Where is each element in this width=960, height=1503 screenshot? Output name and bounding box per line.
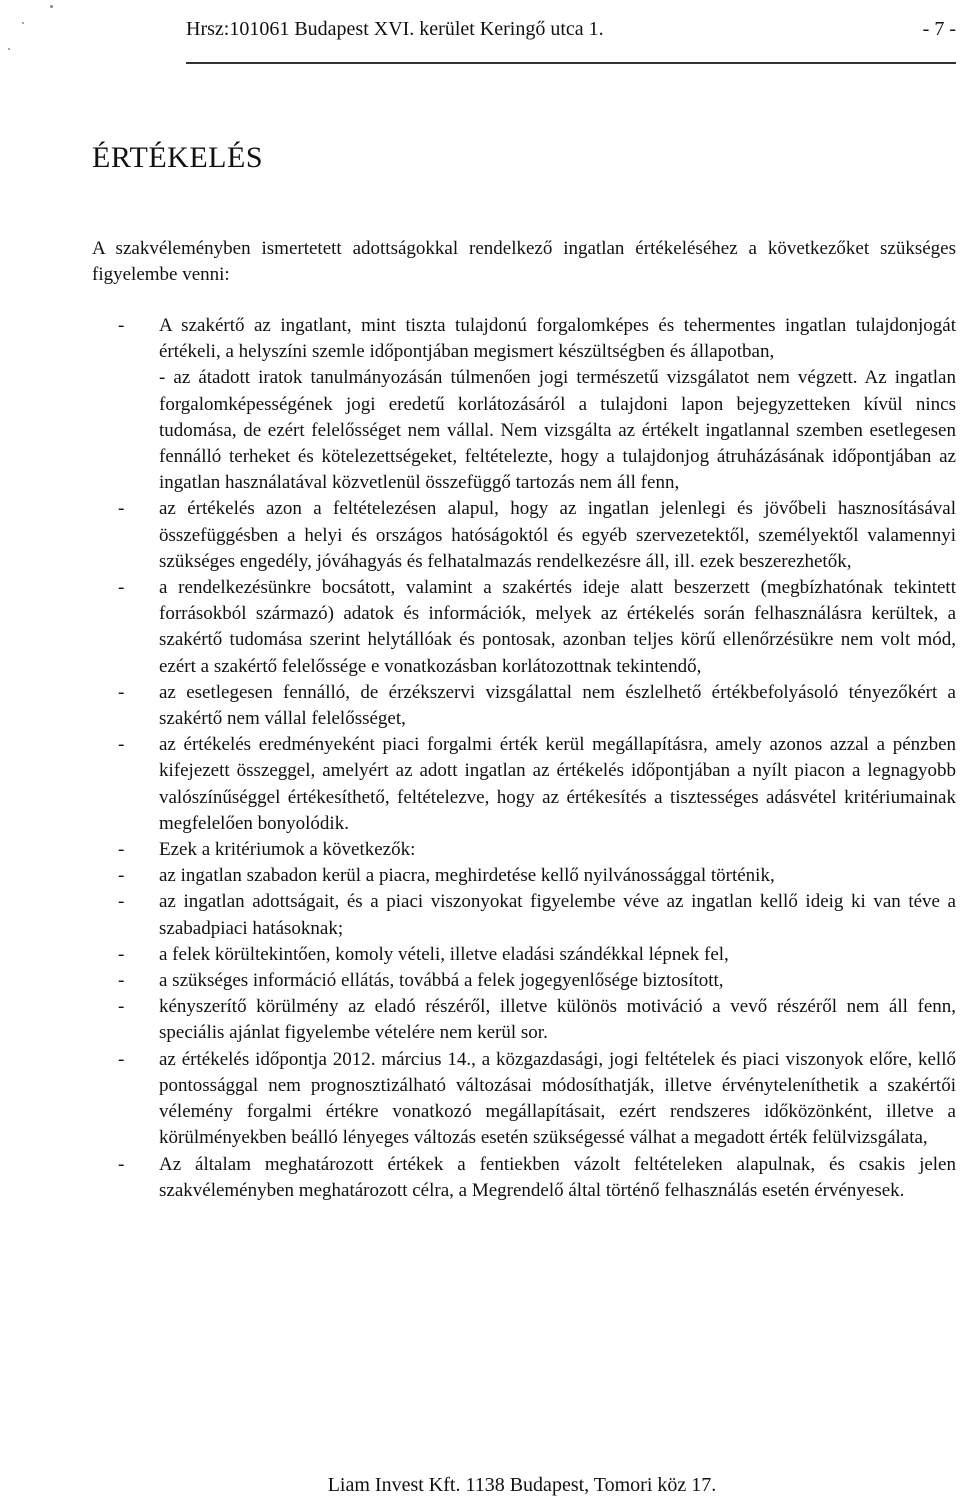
- list-dash: -: [118, 891, 125, 913]
- scan-speck: [50, 5, 53, 8]
- list-dash: -: [118, 865, 125, 887]
- list-item-text: az ingatlan adottságait, és a piaci viszonyokat figyelembe véve az ingatlan kellő ideig ki van téve a szabadpiaci hatásoknak;: [159, 891, 956, 939]
- list-item-text: a szükséges információ ellátás, továbbá a felek jogegyenlősége biztosított,: [159, 970, 724, 992]
- page-header: [186, 16, 956, 42]
- list-dash: -: [118, 734, 125, 756]
- list-item: [92, 732, 956, 837]
- list-item-text: kényszerítő körülmény az eladó részéről, illetve különös motiváció a vevő részéről nem áll fenn, speciális ajánlat figyelembe vételére nem kerül sor.: [159, 996, 956, 1044]
- list-item: [92, 994, 956, 1046]
- list-item-text: az értékelés eredményeként piaci forgalmi érték kerül megállapításra, amely azonos azzal a pénzben kifejezett összeggel, amelyért az adott ingatlan az értékelés időpontjában a nyílt piacon a legnagyobb valószínűséggel értékesíthető, feltételezve, hogy az értékesítés a tisztességes adásvétel kritériumainak megfelelően bonyolódik.: [159, 734, 956, 834]
- conditions-list: [92, 313, 956, 1204]
- list-dash: -: [118, 970, 125, 992]
- list-item-text: a felek körültekintően, komoly vételi, illetve eladási szándékkal lépnek fel,: [159, 943, 729, 965]
- list-item-text: Ezek a kritériumok a következők:: [159, 839, 416, 861]
- list-item: [92, 1152, 956, 1204]
- page-footer: Liam Invest Kft. 1138 Budapest, Tomori köz 17.: [327, 1474, 717, 1496]
- list-item-text: az értékelés időpontja 2012. március 14., a közgazdasági, jogi feltételek és piaci viszonyok előre, kellő pontossággal nem prognosztizálható változásai módosíthatják, illetve érvényteleníthetik a szakértői vélemény forgalmi értékre vonatkozó megállapításait, ezért rendszeres időközönként, illetve a körülményekben beálló lényeges változás esetén szükségessé válhat a megadott érték felülvizsgálata,: [159, 1048, 956, 1149]
- list-item: [92, 889, 956, 941]
- list-item: [92, 837, 956, 863]
- list-item: [92, 968, 956, 994]
- list-item-text: Az általam meghatározott értékek a fentiekben vázolt feltételeken alapulnak, és csakis jelen szakvéleményben meghatározott célra, a Megrendelő által történő felhasználás esetén érvényesek.: [159, 1153, 956, 1201]
- scan-speck: [8, 48, 10, 50]
- list-item: [92, 942, 956, 968]
- list-dash: -: [118, 996, 125, 1018]
- list-dash: -: [118, 315, 125, 336]
- header-divider: [186, 62, 956, 64]
- list-item: [92, 680, 956, 732]
- list-item: [92, 313, 956, 365]
- list-item-text: az értékelés azon a feltételezésen alapul, hogy az ingatlan jelenlegi és jövőbeli hasznosításával összefüggésben a helyi és országos hatóságoktól és egyéb szervezetektől, személyektől valamennyi szükséges engedély, jóváhagyás és felhatalmazás rendelkezésre áll, ill. ezek beszerezhetők,: [159, 498, 956, 572]
- list-item-text: a rendelkezésünkre bocsátott, valamint a szakértés ideje alatt beszerzett (megbízhatónak tekintett forrásokból származó) adatok és információk, melyek az értékelés során felhasználásra kerültek, a szakértő tudomása szerint helytállóak és pontosak, azonban teljes körű ellenőrzésükre nem volt mód, ezért a szakértő felelőssége e vonatkozásban korlátozottnak tekintendő,: [159, 577, 956, 677]
- list-item: [92, 1047, 956, 1152]
- list-dash: -: [118, 1153, 125, 1175]
- header-page-number: - 7 -: [922, 18, 956, 40]
- list-dash: -: [118, 839, 125, 861]
- list-dash: -: [118, 498, 125, 520]
- list-item: [92, 575, 956, 680]
- list-dash: -: [118, 1048, 125, 1070]
- list-dash: -: [118, 681, 125, 703]
- intro-paragraph: A szakvéleményben ismertetett adottságokkal rendelkező ingatlan értékeléséhez a következőket szükséges figyelembe venni:: [92, 238, 956, 285]
- header-property-address: Hrsz:101061 Budapest XVI. kerület Keringő utca 1.: [186, 18, 604, 40]
- section-title: ÉRTÉKELÉS: [92, 141, 264, 174]
- scan-speck: [22, 22, 24, 24]
- list-item-text: az esetlegesen fennálló, de érzékszervi vizsgálattal nem észlelhető értékbefolyásoló tényezőkért a szakértő nem vállal felelősséget,: [159, 681, 956, 730]
- list-item: [92, 496, 956, 575]
- list-dash: -: [118, 577, 125, 599]
- list-item-text: A szakértő az ingatlant, mint tiszta tulajdonú forgalomképes és tehermentes ingatlan tulajdonjogát értékeli, a helyszíni szemle időpontjában megismert készültségben és állapotban,: [159, 315, 956, 363]
- list-item-text: - az átadott iratok tanulmányozásán túlmenően jogi természetű vizsgálatot nem végzett. Az ingatlan forgalomképességének jogi eredetű korlátozásáról a tulajdoni lapon bejegyzetteken kívül nincs tudomása, de ezért felelősséget nem vállal. Nem vizsgálta az értékelt ingatlannal szemben esetlegesen fennálló terheket és kötelezettségeket, feltételezte, hogy a tulajdonjog átruházásának időpontjában az ingatlan használatával közvetlenül összefüggő tartozás nem áll fenn,: [159, 367, 956, 494]
- list-item: [92, 863, 956, 889]
- list-item: [92, 365, 956, 496]
- list-dash: -: [118, 943, 125, 965]
- list-item-text: az ingatlan szabadon kerül a piacra, meghirdetése kellő nyilvánossággal történik,: [159, 865, 775, 887]
